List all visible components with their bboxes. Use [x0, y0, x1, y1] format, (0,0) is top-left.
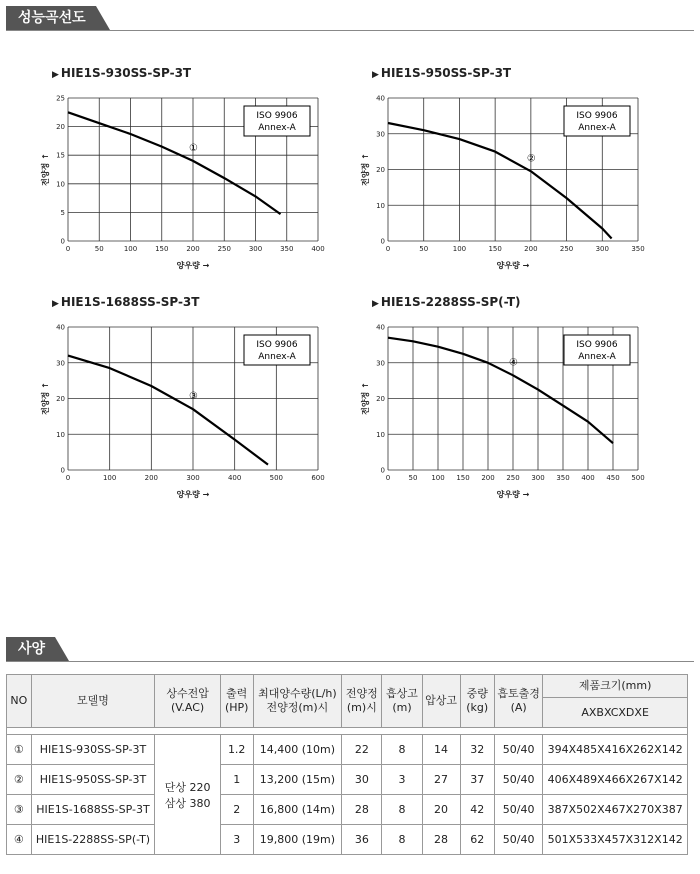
y-tick-label: 0 — [60, 466, 65, 475]
y-tick-label: 30 — [56, 359, 65, 368]
cell-no: ① — [7, 735, 32, 765]
y-tick-label: 20 — [56, 123, 65, 132]
cell-total-head: 30 — [342, 765, 382, 795]
header-no: NO — [7, 675, 32, 728]
chart-2 — [360, 66, 680, 281]
cell-pressure: 20 — [422, 795, 460, 825]
cell-model: HIE1S-930SS-SP-3T — [31, 735, 155, 765]
cell-suction: 8 — [382, 825, 422, 855]
curve-marker: ④ — [509, 357, 518, 369]
y-tick-label: 40 — [376, 94, 385, 103]
divider — [6, 30, 694, 31]
x-tick-label: 0 — [385, 245, 391, 253]
cell-suction: 8 — [382, 735, 422, 765]
x-tick-label: 300 — [248, 245, 263, 253]
cell-suction: 3 — [382, 765, 422, 795]
y-tick-label: 10 — [56, 180, 65, 189]
cell-max-flow: 14,400 (10m) — [253, 735, 342, 765]
section-tab-curves — [6, 6, 96, 30]
x-tick-label: 100 — [102, 474, 117, 482]
performance-curve — [68, 356, 268, 465]
chart-svg — [360, 66, 680, 281]
spec-table — [6, 674, 688, 855]
x-tick-label: 400 — [227, 474, 242, 482]
y-tick-label: 10 — [376, 201, 385, 210]
x-tick-label: 150 — [488, 245, 502, 253]
cell-model: HIE1S-1688SS-SP-3T — [31, 795, 155, 825]
chart-4 — [360, 295, 680, 510]
curve-marker: ① — [189, 142, 198, 154]
cell-weight: 62 — [460, 825, 494, 855]
y-tick-label: 10 — [376, 430, 385, 439]
x-tick-label: 0 — [385, 474, 391, 482]
cell-max-flow: 13,200 (15m) — [253, 765, 342, 795]
cell-pressure: 28 — [422, 825, 460, 855]
header-weight: 중량 (kg) — [460, 675, 494, 728]
y-tick-label: 10 — [56, 430, 65, 439]
x-tick-label: 400 — [581, 474, 595, 482]
spacer-row — [7, 728, 688, 735]
chart-title-text: HIE1S-950SS-SP-3T — [380, 66, 512, 80]
x-tick-label: 600 — [311, 474, 325, 482]
table-row — [7, 735, 688, 765]
triangle-icon: ▶ — [52, 70, 59, 80]
table-row — [7, 795, 688, 825]
cell-inout: 50/40 — [494, 795, 542, 825]
x-tick-label: 300 — [595, 245, 609, 253]
header-voltage: 상수전압 (V.AC) — [155, 675, 221, 728]
x-tick-label: 400 — [311, 245, 325, 253]
y-axis-label: 전양정 ↑ — [41, 153, 50, 186]
cell-total-head: 22 — [342, 735, 382, 765]
y-tick-label: 30 — [376, 130, 385, 139]
y-tick-label: 0 — [380, 237, 385, 246]
y-axis-label: 전양정 ↑ — [361, 153, 370, 186]
x-tick-label: 100 — [452, 245, 467, 253]
chart-svg — [40, 295, 360, 510]
cell-size: 394X485X416X262X142 — [543, 735, 688, 765]
y-tick-label: 40 — [56, 323, 65, 332]
cell-size: 406X489X466X267X142 — [543, 765, 688, 795]
header-model: 모델명 — [31, 675, 155, 728]
chart-svg — [40, 66, 360, 281]
x-tick-label: 200 — [524, 245, 538, 253]
x-tick-label: 100 — [123, 245, 138, 253]
cell-voltage: 단상 220 삼상 380 — [155, 735, 221, 855]
header-size-sub: AXBXCXDXE — [543, 698, 688, 728]
x-tick-label: 350 — [280, 245, 294, 253]
performance-curve — [388, 123, 612, 239]
curve-marker: ③ — [189, 391, 198, 403]
x-tick-label: 500 — [269, 474, 284, 482]
header-size: 제품크기(mm) — [543, 675, 688, 698]
chart-3 — [40, 295, 360, 510]
x-tick-label: 450 — [606, 474, 620, 482]
x-tick-label: 50 — [419, 245, 429, 253]
header-total-head: 전양정 (m)시 — [342, 675, 382, 728]
y-axis-label: 전양정 ↑ — [41, 382, 50, 415]
cell-output: 1 — [220, 765, 253, 795]
x-tick-label: 200 — [186, 245, 200, 253]
table-row — [7, 765, 688, 795]
cell-weight: 37 — [460, 765, 494, 795]
chart-1 — [40, 66, 360, 281]
cell-weight: 32 — [460, 735, 494, 765]
iso-line1: ISO 9906 — [576, 111, 618, 121]
cell-inout: 50/40 — [494, 825, 542, 855]
x-tick-label: 250 — [559, 245, 574, 253]
iso-line2: Annex-A — [258, 352, 296, 362]
x-tick-label: 300 — [186, 474, 200, 482]
y-tick-label: 5 — [60, 208, 65, 217]
chart-title-text: HIE1S-1688SS-SP-3T — [60, 295, 200, 309]
cell-no: ② — [7, 765, 32, 795]
iso-line2: Annex-A — [578, 352, 616, 362]
cell-no: ③ — [7, 795, 32, 825]
iso-line1: ISO 9906 — [576, 340, 618, 350]
iso-line1: ISO 9906 — [256, 340, 298, 350]
y-tick-label: 0 — [60, 237, 65, 246]
x-tick-label: 100 — [431, 474, 445, 482]
table-row — [7, 825, 688, 855]
triangle-icon: ▶ — [372, 299, 379, 309]
cell-suction: 8 — [382, 795, 422, 825]
curve-marker: ② — [526, 153, 536, 165]
chart-title-text: HIE1S-2288SS-SP(-T) — [380, 295, 521, 309]
y-axis-label: 전양정 ↑ — [361, 382, 370, 415]
x-axis-label: 양우량 → — [496, 261, 530, 270]
y-tick-label: 20 — [376, 395, 385, 403]
x-tick-label: 0 — [65, 474, 71, 482]
cell-weight: 42 — [460, 795, 494, 825]
x-tick-label: 350 — [556, 474, 570, 482]
header-pressure: 압상고 — [422, 675, 460, 728]
cell-no: ④ — [7, 825, 32, 855]
y-tick-label: 0 — [380, 466, 385, 475]
x-tick-label: 0 — [65, 245, 71, 253]
y-tick-label: 40 — [376, 323, 385, 332]
y-tick-label: 25 — [56, 94, 65, 103]
triangle-icon: ▶ — [52, 299, 59, 309]
x-tick-label: 350 — [631, 245, 645, 253]
cell-pressure: 14 — [422, 735, 460, 765]
cell-total-head: 36 — [342, 825, 382, 855]
x-tick-label: 250 — [217, 245, 231, 253]
cell-size: 501X533X457X312X142 — [543, 825, 688, 855]
cell-model: HIE1S-950SS-SP-3T — [31, 765, 155, 795]
header-suction: 흡상고 (m) — [382, 675, 422, 728]
x-axis-label: 양우량 → — [496, 490, 530, 499]
x-tick-label: 50 — [94, 245, 104, 253]
y-tick-label: 20 — [56, 395, 65, 403]
x-tick-label: 200 — [144, 474, 159, 482]
chart-title-text: HIE1S-930SS-SP-3T — [60, 66, 192, 80]
cell-pressure: 27 — [422, 765, 460, 795]
header-output: 출력 (HP) — [220, 675, 253, 728]
x-tick-label: 250 — [506, 474, 520, 482]
x-tick-label: 150 — [155, 245, 169, 253]
cell-output: 3 — [220, 825, 253, 855]
cell-model: HIE1S-2288SS-SP(-T) — [31, 825, 155, 855]
cell-max-flow: 16,800 (14m) — [253, 795, 342, 825]
iso-line1: ISO 9906 — [256, 111, 298, 121]
section-title: 성능곡선도 — [18, 10, 86, 26]
x-tick-label: 300 — [531, 474, 545, 482]
y-tick-label: 15 — [56, 151, 65, 160]
y-tick-label: 30 — [376, 359, 385, 368]
x-tick-label: 50 — [408, 474, 418, 482]
chart-svg — [360, 295, 680, 510]
cell-max-flow: 19,800 (19m) — [253, 825, 342, 855]
cell-size: 387X502X467X270X387 — [543, 795, 688, 825]
section-tab-spec — [6, 637, 55, 661]
x-axis-label: 양우량 → — [176, 261, 210, 270]
header-max-flow: 최대양수량(L/h) 전양정(m)시 — [253, 675, 342, 728]
y-tick-label: 20 — [376, 166, 385, 174]
x-tick-label: 150 — [456, 474, 470, 482]
iso-line2: Annex-A — [258, 123, 296, 133]
cell-inout: 50/40 — [494, 735, 542, 765]
cell-output: 2 — [220, 795, 253, 825]
divider — [6, 661, 694, 662]
iso-line2: Annex-A — [578, 123, 616, 133]
cell-output: 1.2 — [220, 735, 253, 765]
x-tick-label: 200 — [481, 474, 495, 482]
cell-inout: 50/40 — [494, 765, 542, 795]
cell-total-head: 28 — [342, 795, 382, 825]
section-title: 사양 — [18, 641, 46, 657]
header-inout: 흡토출경 (A) — [494, 675, 542, 728]
triangle-icon: ▶ — [372, 70, 379, 80]
x-tick-label: 500 — [631, 474, 645, 482]
x-axis-label: 양우량 → — [176, 490, 210, 499]
